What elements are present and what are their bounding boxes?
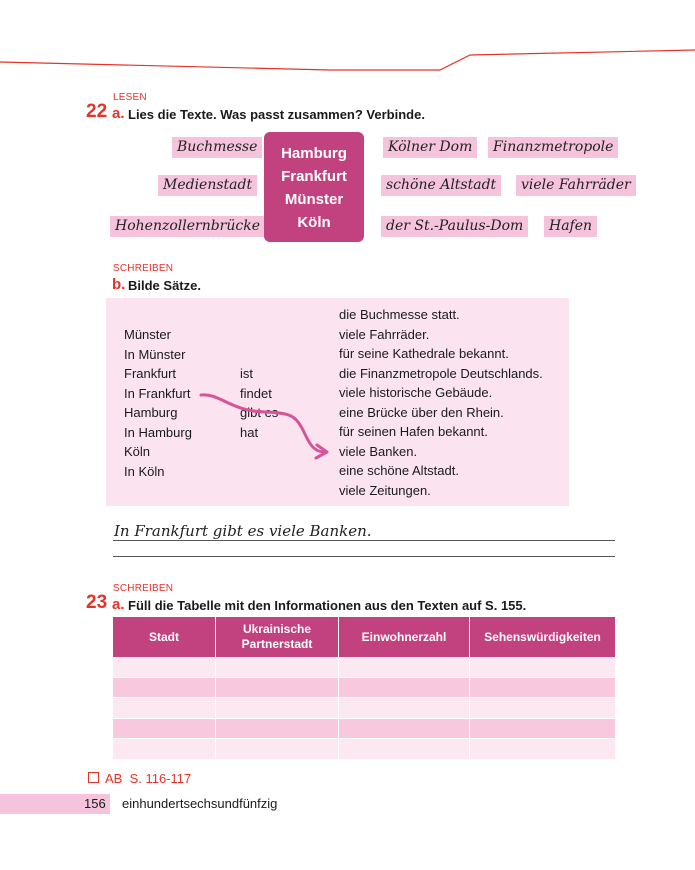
arrow-box-icon [88, 772, 99, 783]
part-letter-b: b. [112, 276, 126, 293]
table-row [113, 739, 615, 760]
column-header-partnerstadt: Ukrainische Partnerstadt [216, 617, 339, 657]
answer-line-1[interactable] [113, 540, 615, 541]
instruction-23a: Füll die Tabelle mit den Informationen aus den Texten auf S. 155. [128, 598, 527, 613]
table-cell[interactable] [470, 739, 615, 760]
workbook-reference [88, 771, 191, 786]
table-cell[interactable] [470, 678, 615, 699]
table-row [113, 719, 615, 740]
tag-finanzmetropole: Finanzmetropole [488, 137, 618, 158]
table-row [113, 678, 615, 699]
exercise-number-23: 23 [86, 592, 108, 613]
workbook-reference-text: AB S. 116-117 [105, 771, 192, 786]
page-number-word: einhundertsechsundfünfzig [122, 796, 278, 811]
tag-hafen: Hafen [544, 216, 597, 237]
answer-line-2[interactable] [113, 556, 615, 557]
ending-item: viele Zeitungen. [339, 482, 431, 498]
tag-viele-fahrraeder: viele Fahrräder [516, 175, 636, 196]
ending-item: die Finanzmetropole Deutschlands. [339, 365, 543, 381]
subject-item: In Hamburg [124, 424, 192, 440]
tag-st-paulus-dom: der St.-Paulus-Dom [381, 216, 528, 237]
ending-item: viele Fahrräder. [339, 326, 430, 342]
subjects-column [124, 325, 192, 481]
verb-item: ist [240, 366, 253, 381]
tag-buchmesse: Buchmesse [172, 137, 262, 158]
endings-column [339, 305, 543, 500]
table-cell[interactable] [339, 698, 470, 719]
cities-box [264, 132, 364, 242]
city-koeln: Köln [297, 214, 331, 231]
section-label-schreiben-23: SCHREIBEN [113, 583, 174, 594]
ending-item: eine schöne Altstadt. [339, 463, 459, 478]
subject-item: Hamburg [124, 405, 178, 420]
subject-item: In Frankfurt [124, 385, 191, 401]
subject-item: In Münster [124, 346, 186, 362]
verb-item: hat [240, 424, 259, 440]
tag-hohenzollernbruecke: Hohenzollernbrücke [110, 216, 265, 237]
table-cell[interactable] [216, 719, 339, 740]
ending-item: für seinen Hafen bekannt. [339, 424, 488, 439]
part-letter-a: a. [112, 105, 125, 122]
table-cell[interactable] [216, 678, 339, 699]
table-cell[interactable] [339, 719, 470, 740]
instruction-22b: Bilde Sätze. [128, 278, 201, 293]
subject-item: In Köln [124, 463, 165, 479]
section-label-lesen: LESEN [113, 92, 147, 103]
example-arrow [195, 385, 340, 465]
table-cell[interactable] [339, 657, 470, 678]
ending-item: für seine Kathedrale bekannt. [339, 346, 509, 361]
subject-item: Frankfurt [124, 366, 177, 381]
table-cell[interactable] [113, 657, 216, 678]
section-label-schreiben-b: SCHREIBEN [113, 263, 174, 274]
tag-koelner-dom: Kölner Dom [383, 137, 477, 158]
column-header-sehenswuerdigkeiten: Sehenswürdigkeiten [470, 617, 615, 657]
table-cell[interactable] [216, 657, 339, 678]
table-cell[interactable] [113, 739, 216, 760]
part-letter-23a: a. [112, 596, 125, 613]
page-number: 156 [84, 796, 106, 811]
table-row [113, 698, 615, 719]
table-cell[interactable] [470, 657, 615, 678]
column-header-einwohnerzahl: Einwohnerzahl [339, 617, 470, 657]
table-cell[interactable] [216, 739, 339, 760]
table-cell[interactable] [216, 698, 339, 719]
subject-item: Köln [124, 444, 151, 459]
table-cell[interactable] [113, 698, 216, 719]
ending-item: viele Banken. [339, 443, 418, 459]
column-header-stadt: Stadt [113, 617, 216, 657]
tag-schoene-altstadt: schöne Altstadt [381, 175, 501, 196]
info-table [113, 617, 615, 760]
exercise-number-22: 22 [86, 101, 108, 122]
ending-item: eine Brücke über den Rhein. [339, 404, 504, 420]
table-cell[interactable] [113, 719, 216, 740]
table-cell[interactable] [339, 739, 470, 760]
header-decorative-line [0, 0, 695, 80]
ending-item: viele historische Gebäude. [339, 385, 493, 400]
city-frankfurt: Frankfurt [281, 168, 347, 185]
table-cell[interactable] [470, 698, 615, 719]
table-cell[interactable] [113, 678, 216, 699]
table-cell[interactable] [470, 719, 615, 740]
city-muenster: Münster [284, 191, 344, 208]
tag-medienstadt: Medienstadt [158, 175, 257, 196]
table-cell[interactable] [339, 678, 470, 699]
table-row [113, 657, 615, 678]
ending-item: die Buchmesse statt. [339, 307, 460, 322]
verb-item: findet [240, 385, 272, 401]
city-hamburg: Hamburg [281, 145, 347, 162]
instruction-22a: Lies die Texte. Was passt zusammen? Verbinde. [128, 107, 425, 122]
verb-item: gibt es [240, 405, 279, 420]
subject-item: Münster [124, 327, 171, 342]
example-answer: In Frankfurt gibt es viele Banken. [114, 522, 372, 540]
